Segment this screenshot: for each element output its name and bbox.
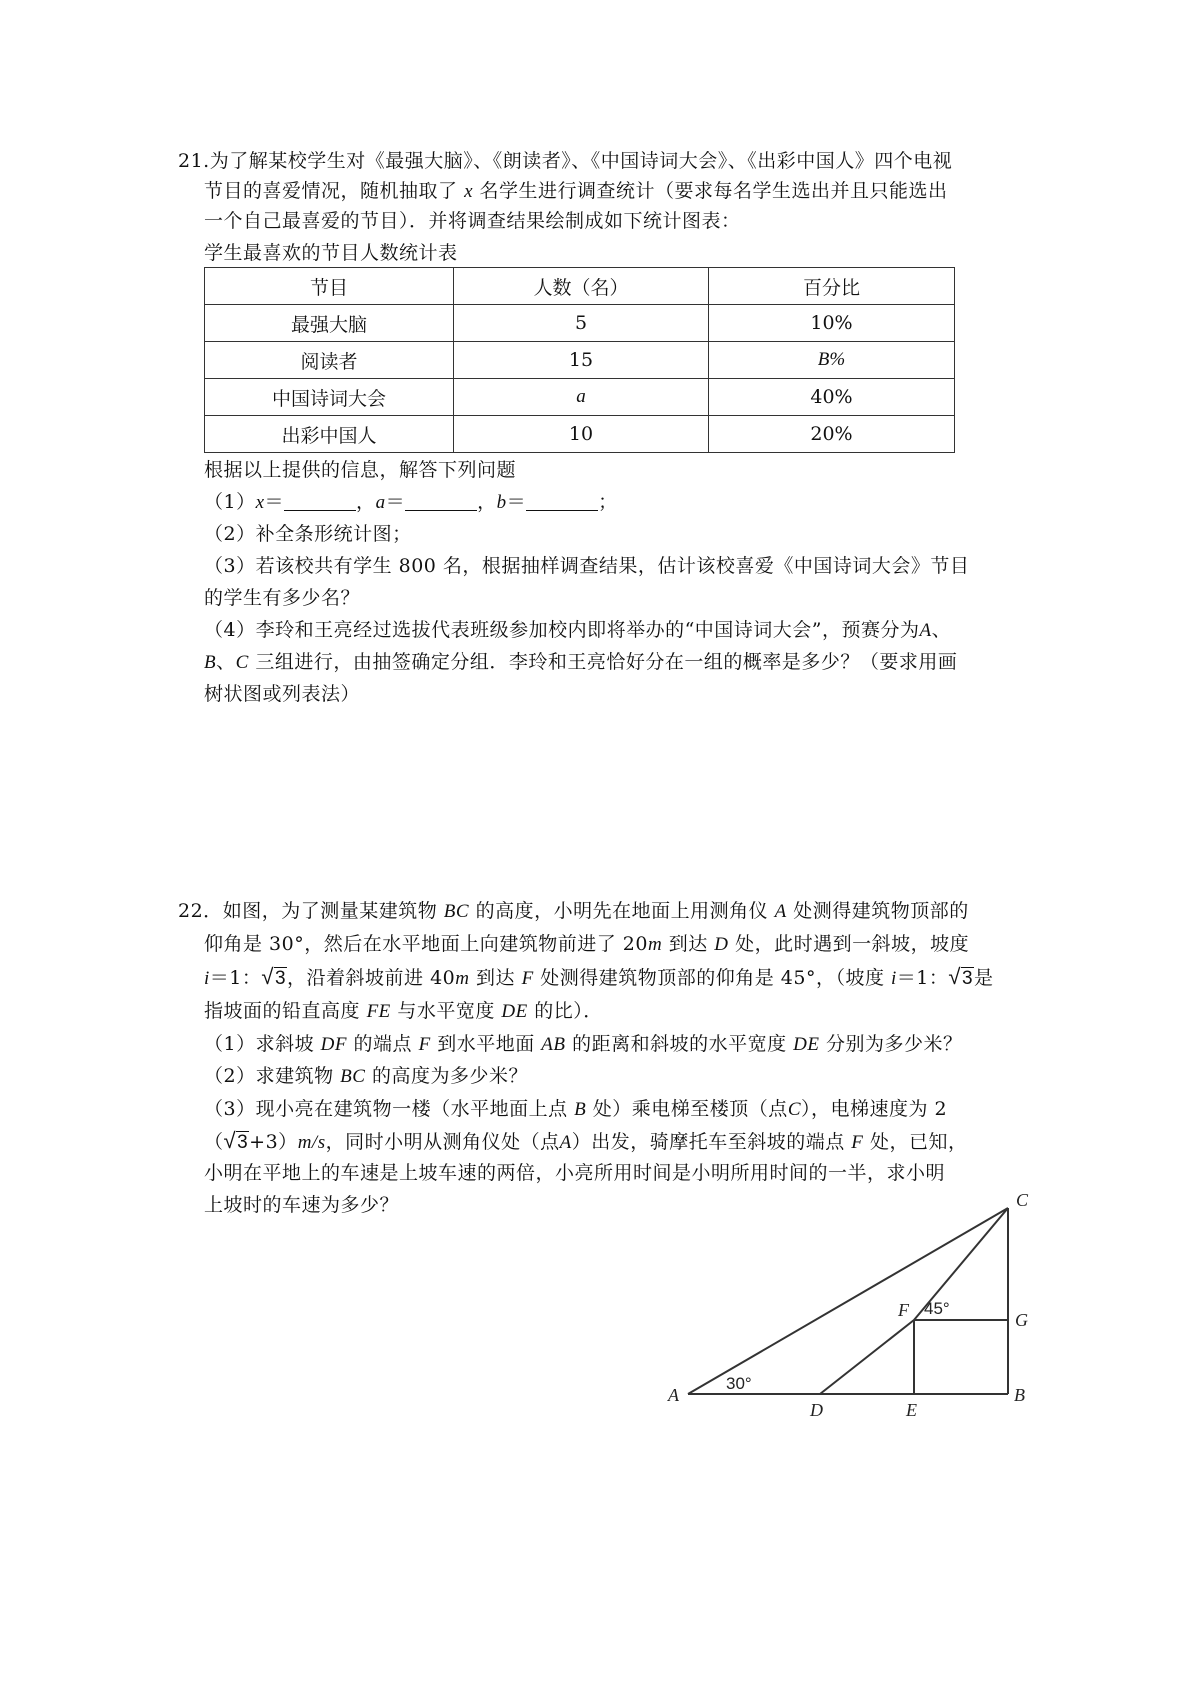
q22-text: （2）求建筑物 [204,1065,334,1087]
geometry-figure [660,1186,1040,1422]
q22-text: 到达 [476,967,516,989]
table-cell: B% [709,342,955,379]
q22-line-3 [204,964,994,992]
seg-ac [688,1208,1008,1394]
q21-line-3: 一个自己最喜爱的节目）．并将调查结果绘制成如下统计图表： [204,210,741,232]
q21-text: ， [477,491,497,513]
q21-text: 、 [216,651,236,673]
table-cell: 40% [709,379,955,416]
q21-line-2 [204,178,948,205]
q22-text: 指坡面的铅直高度 [204,1000,361,1022]
label-e: E [906,1400,917,1420]
q22-text: 是 [974,967,994,989]
var-x: x [464,181,473,202]
q22-line-4 [204,998,603,1025]
q22-text: 到水平地面 [437,1033,535,1055]
var-i: i [891,968,897,989]
table-cell: a [454,379,709,416]
table-cell: 中国诗词大会 [205,379,454,416]
q22-text: （3）现小亮在建筑物一楼（水平地面上点 [204,1098,568,1120]
var-a: a [375,492,386,513]
q22-text: ＝1： [209,967,262,989]
unit-m: m [647,934,663,955]
q22-text: 的端点 [353,1033,413,1055]
q21-text: 名学生进行调查统计（要求每名学生选出并且只能选出 [479,180,948,202]
radicand: 3 [961,968,974,989]
radicand: 3 [274,968,287,989]
answer-blank-a[interactable] [405,492,477,511]
q21-text: （1） [204,491,256,513]
point-d: D [714,934,729,955]
table-cell: 15 [454,342,709,379]
q22-part-2 [204,1063,528,1090]
table-cell: 10 [454,416,709,453]
q21-text: ＝ [506,491,527,513]
q22-text: ，同时小明从测角仪处（点 [325,1131,560,1153]
q21-part-2: （2）补全条形统计图； [204,523,412,545]
q22-text: 仰角是 30°，然后在水平地面上向建筑物前进了 20 [204,933,648,955]
q22-text: 分别为多少米？ [826,1033,963,1055]
label-d: D [810,1400,823,1420]
q22-part-3-line-4: 上坡时的车速为多少？ [204,1194,400,1216]
q21-text: ， [356,491,376,513]
angle-a-label: 30° [726,1374,752,1393]
table-row [205,379,955,416]
q21-part-3-line-1: （3）若该校共有学生 800 名，根据抽样调查结果，估计该校喜爱《中国诗词大会》节目 [204,555,970,577]
q21-text: ； [598,491,618,513]
q21-part-4-line-3: 树状图或列表法） [204,683,361,705]
table-cell: 20% [709,416,955,453]
seg-de: DE [501,1001,528,1022]
label-a: A [668,1385,679,1405]
var-b: b [496,492,507,513]
table-title: 学生最喜欢的节目人数统计表 [204,242,458,264]
q21-text: （4）李玲和王亮经过选拔代表班级参加校内即将举办的“中国诗词大会”，预赛分为 [204,619,920,641]
q21-part-4-line-1 [204,617,951,644]
seg-ab: AB [541,1034,566,1055]
var-x: x [255,492,265,513]
table-row [205,305,955,342]
stats-table [204,267,955,453]
q21-part-3-line-2: 的学生有多少名？ [204,587,361,609]
table-header-row [205,268,955,305]
table-header: 节目 [205,268,454,305]
table-header: 百分比 [709,268,955,305]
q21-text: ＝ [385,491,406,513]
q22-text: 与水平宽度 [397,1000,495,1022]
seg-bc: BC [340,1066,366,1087]
q21-part-1 [204,489,618,516]
q21-number: 21. [178,150,210,172]
q22-text: 处测得建筑物顶部的仰角是 45°，（坡度 [540,967,885,989]
q22-part-1 [204,1031,963,1058]
q22-text: 处测得建筑物顶部的 [793,900,969,922]
q21-text: 三组进行，由抽签确定分组．李玲和王亮恰好分在一组的概率是多少？（要求用画 [255,651,958,673]
q22-text: 处，已知， [869,1131,968,1153]
seg-fe: FE [366,1001,391,1022]
seg-df [820,1320,914,1394]
q22-part-3-line-3: 小明在平地上的车速是上坡车速的两倍，小亮所用时间是小明所用时间的一半，求小明 [204,1162,946,1184]
point-a: A [559,1132,572,1153]
q21-text: 、 [931,619,952,641]
point-f: F [851,1132,864,1153]
q21-text: 为了解某校学生对《最强大脑》、《朗读者》、《中国诗词大会》、《出彩中国人》四个电视 [209,150,953,172]
q22-text: ＝1： [896,967,949,989]
q22-text: 如图，为了测量某建筑物 [222,900,438,922]
answer-blank-b[interactable] [526,492,598,511]
q22-number: 22． [178,900,223,922]
q22-text: （1）求斜坡 [204,1033,315,1055]
q22-text: +3） [249,1131,298,1153]
q22-text: 到达 [668,933,708,955]
q21-text: ＝ [264,491,285,513]
label-b: B [1014,1385,1025,1405]
q22-text: 处）乘电梯至楼顶（点 [592,1098,788,1120]
q22-part-3-line-1 [204,1096,947,1123]
q22-text: 处，此时遇到一斜坡，坡度 [735,933,970,955]
point-a: A [774,901,787,922]
q21-intro: 根据以上提供的信息，解答下列问题 [204,459,517,481]
label-c: C [1016,1190,1029,1210]
point-b: B [574,1099,587,1120]
q21-line-1 [178,148,952,174]
label-g: G [1015,1310,1028,1330]
q22-line-1 [178,898,969,925]
sqrt-3: √3 [261,964,287,989]
q22-text: ，沿着斜坡前进 40 [287,967,456,989]
table-header: 人数（名） [454,268,709,305]
unit-ms: m/s [297,1132,326,1153]
q22-text: ）出发，骑摩托车至斜坡的端点 [571,1131,845,1153]
q22-text: ），电梯速度为 2 [801,1098,948,1120]
sqrt-3: √3 [948,964,974,989]
q21-part-4-line-2 [204,649,957,676]
var-i: i [204,968,210,989]
radicand: 3 [237,1132,249,1153]
table-cell: 阅读者 [205,342,454,379]
table-row [205,342,955,379]
point-f: F [418,1034,431,1055]
q22-text: 的高度，小明先在地面上用测角仪 [475,900,769,922]
q22-text: 的比）． [534,1000,603,1022]
group-b: B [204,652,217,673]
q22-text: 的高度为多少米？ [371,1065,528,1087]
unit-m: m [455,968,470,989]
table-cell: 10% [709,305,955,342]
table-cell: 5 [454,305,709,342]
seg-de: DE [793,1034,820,1055]
table-cell: 出彩中国人 [205,416,454,453]
group-c: C [235,652,249,673]
angle-f-label: 45° [924,1299,950,1318]
group-a: A [919,620,932,641]
sqrt-3: √3 [223,1128,249,1153]
q22-part-3-line-2 [204,1128,967,1156]
q22-line-2 [204,931,969,958]
seg-df: DF [320,1034,347,1055]
point-c: C [787,1099,801,1120]
q22-text: 的距离和斜坡的水平宽度 [572,1033,787,1055]
q22-text: （ [204,1131,224,1153]
label-f: F [898,1300,909,1320]
answer-blank-x[interactable] [284,492,356,511]
point-f: F [521,968,534,989]
table-cell: 最强大脑 [205,305,454,342]
seg-bc: BC [443,901,470,922]
table-row [205,416,955,453]
q21-text: 节目的喜爱情况，随机抽取了 [204,180,458,202]
